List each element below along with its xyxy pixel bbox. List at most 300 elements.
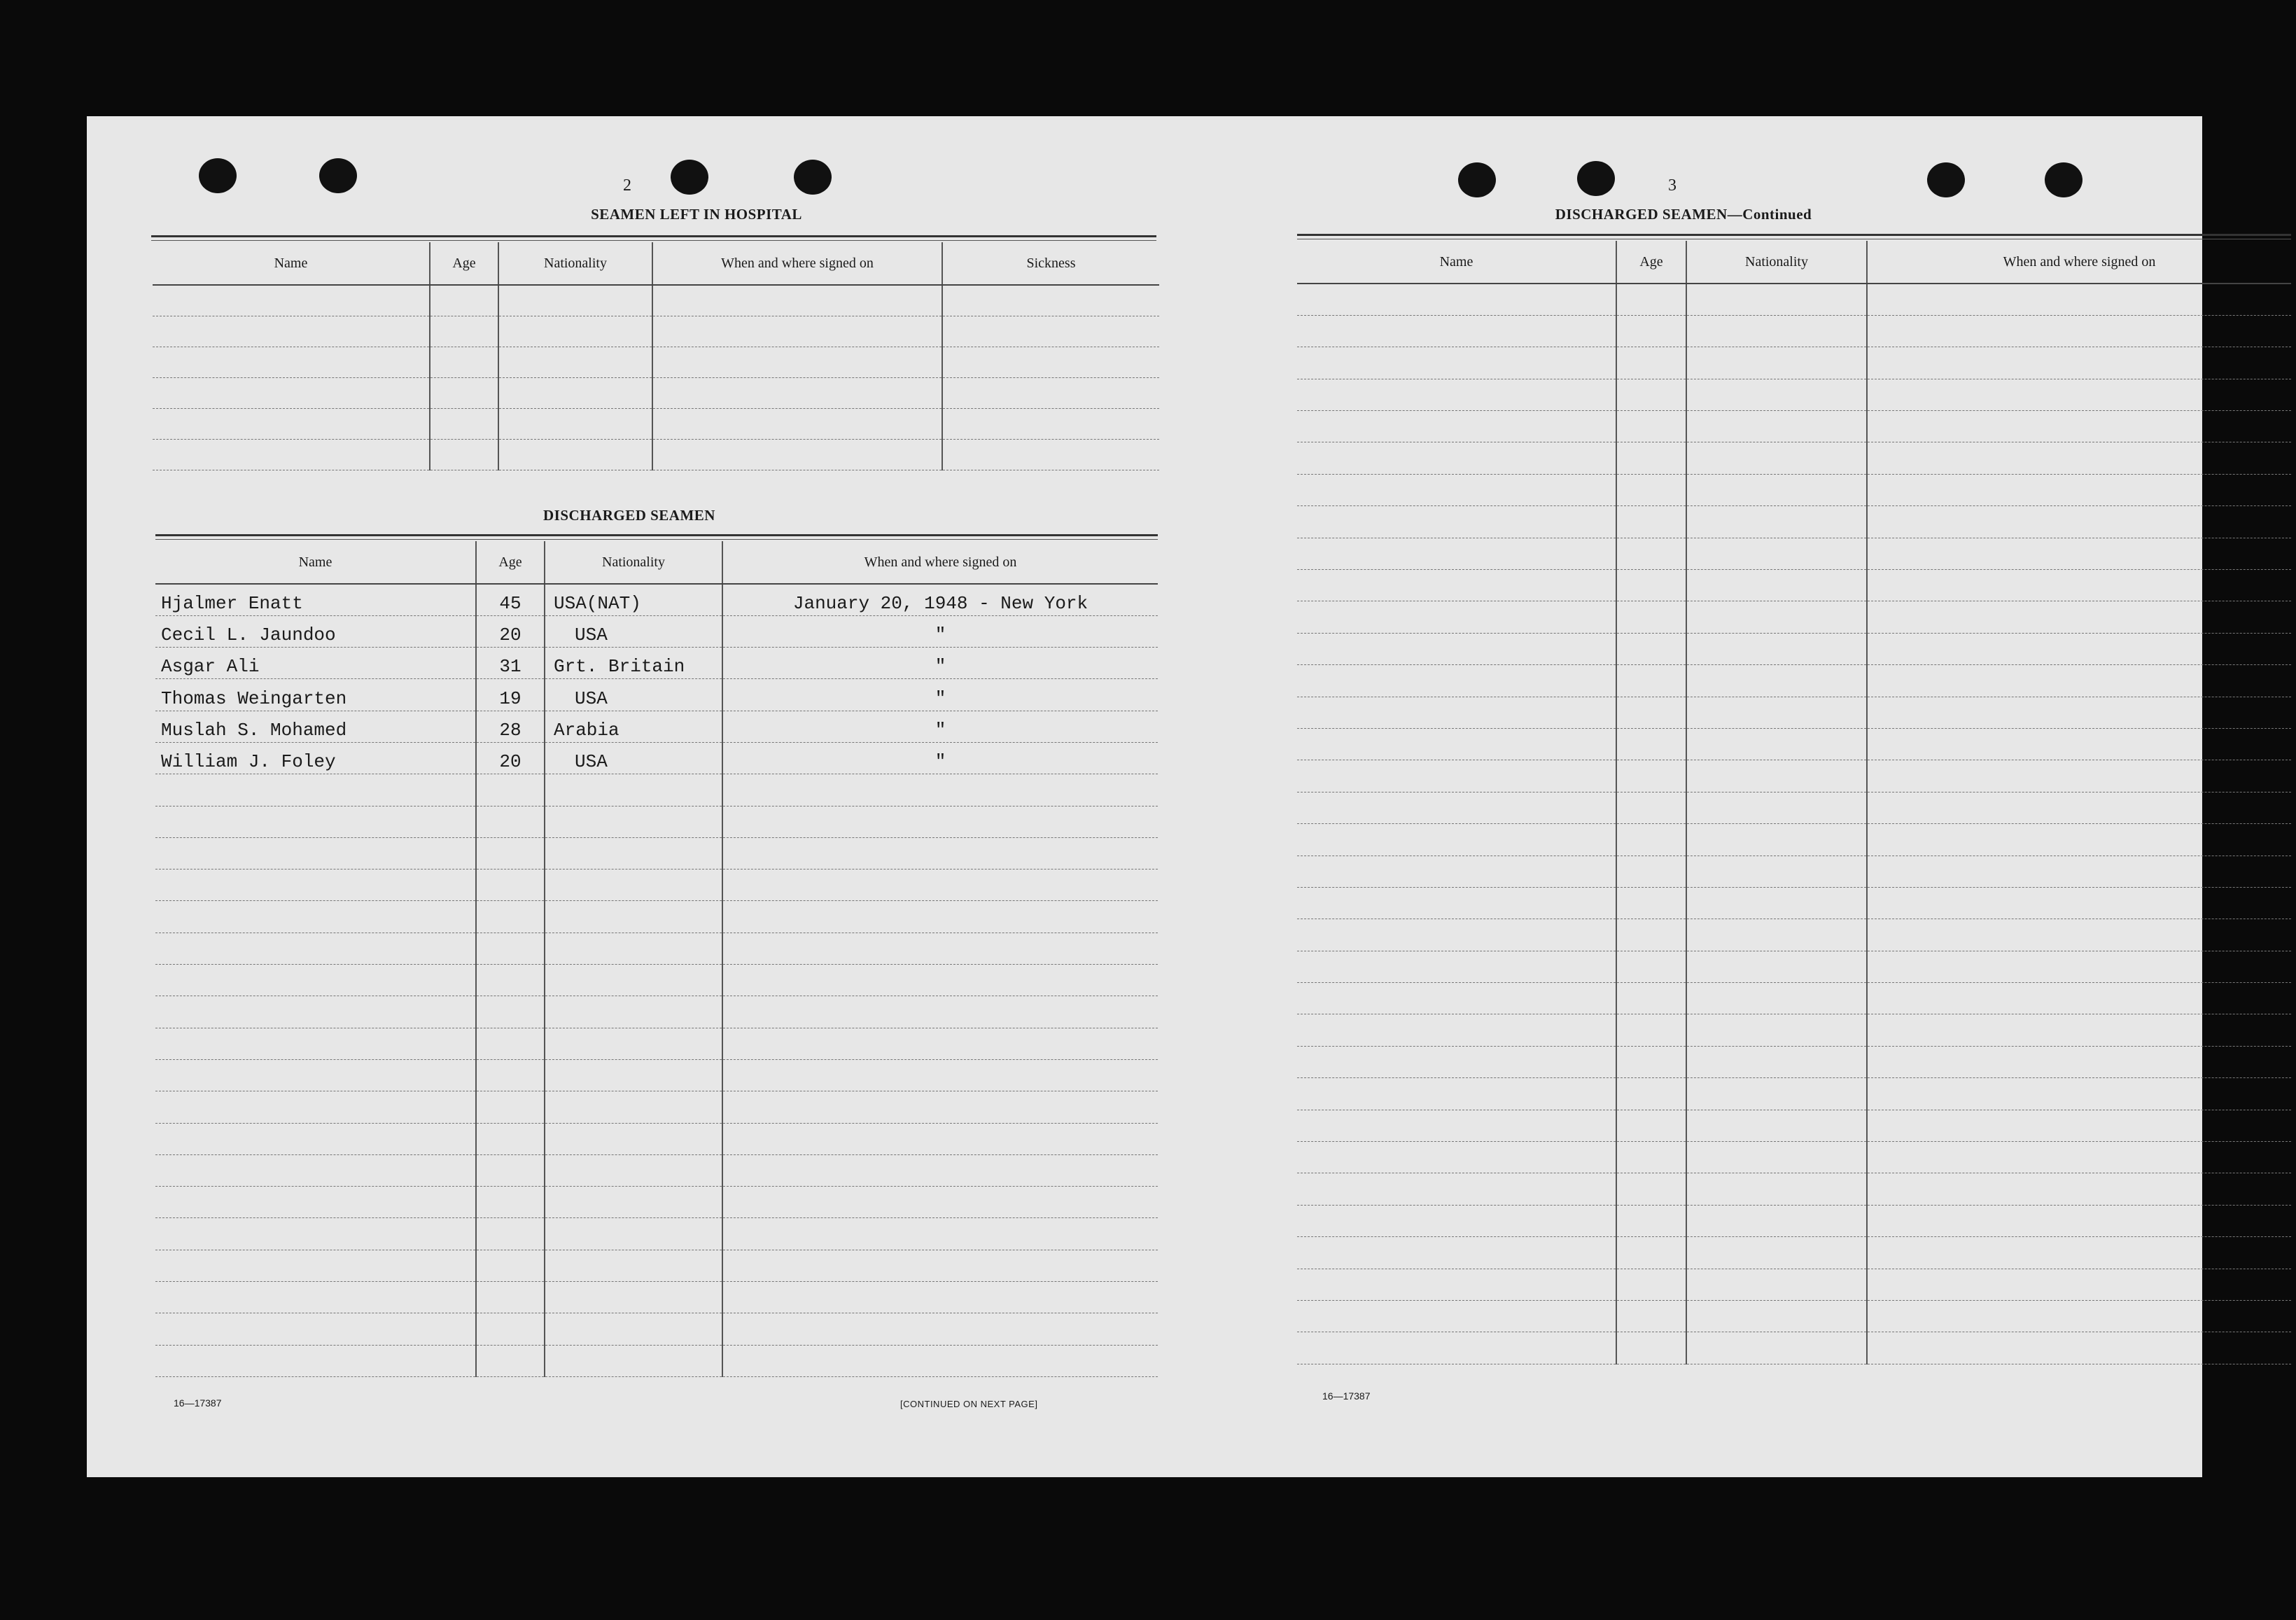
blank-cell [1686,760,1867,792]
blank-cell [1616,570,1686,601]
blank-row [1297,284,2291,315]
blank-cell [1867,442,2291,474]
signed-on: " [722,615,1158,647]
blank-cell [942,439,1159,470]
blank-cell [722,1028,1158,1059]
blank-cell [1867,570,2291,601]
blank-row [155,1345,1158,1376]
blank-cell [476,1028,545,1059]
blank-cell [1686,633,1867,664]
blank-cell [1616,347,1686,379]
blank-row [153,408,1159,439]
blank-cell [1616,951,1686,982]
blank-cell [1867,506,2291,538]
blank-cell [1867,347,2291,379]
blank-cell [498,377,652,408]
blank-cell [1297,633,1616,664]
blank-cell [1686,951,1867,982]
column-header: Name [1297,241,1616,284]
blank-cell [1686,792,1867,823]
blank-cell [652,408,942,439]
seaman-row [155,584,1158,615]
blank-cell [476,1059,545,1091]
blank-cell [1297,697,1616,728]
blank-cell [1867,1205,2291,1236]
blank-cell [476,1313,545,1345]
blank-cell [722,1154,1158,1186]
right-header-row [1297,241,2291,284]
blank-cell [155,870,476,901]
blank-cell [545,1091,722,1123]
blank-cell [722,1187,1158,1218]
blank-cell [153,316,430,347]
blank-cell [1297,856,1616,887]
blank-cell [1616,442,1686,474]
blank-row [1297,1301,2291,1332]
blank-cell [1616,1205,1686,1236]
blank-cell [155,901,476,933]
blank-cell [155,1345,476,1376]
blank-cell [1867,1332,2291,1364]
double-rule [155,534,1158,540]
blank-cell [722,1123,1158,1154]
blank-cell [155,1028,476,1059]
blank-cell [545,1313,722,1345]
blank-row [1297,315,2291,347]
blank-cell [722,996,1158,1028]
blank-cell [545,1282,722,1313]
blank-cell [1867,474,2291,505]
blank-cell [722,870,1158,901]
blank-cell [1686,1142,1867,1173]
blank-cell [430,439,498,470]
blank-cell [1686,538,1867,569]
hospital-table [153,242,1159,470]
blank-cell [545,1059,722,1091]
blank-cell [1616,1237,1686,1269]
blank-cell [1867,983,2291,1014]
blank-row [155,1028,1158,1059]
blank-cell [1297,315,1616,347]
blank-cell [476,806,545,837]
blank-cell [476,901,545,933]
punch-hole [319,158,357,193]
seaman-age: 20 [476,742,545,774]
blank-cell [1297,347,1616,379]
blank-cell [722,1059,1158,1091]
seaman-name: Hjalmer Enatt [155,584,476,615]
blank-cell [1297,1301,1616,1332]
blank-cell [545,774,722,806]
blank-cell [498,439,652,470]
blank-cell [1616,983,1686,1014]
blank-cell [153,285,430,316]
punch-hole [199,158,237,193]
blank-cell [1867,633,2291,664]
blank-cell [1867,601,2291,633]
blank-cell [1297,1205,1616,1236]
form-code: 16—17387 [174,1397,222,1409]
blank-cell [476,1282,545,1313]
blank-cell [1867,1078,2291,1110]
blank-row [155,870,1158,901]
blank-cell [1297,824,1616,856]
blank-cell [1297,728,1616,760]
blank-row [155,1187,1158,1218]
blank-cell [545,996,722,1028]
blank-cell [652,285,942,316]
blank-row [1297,919,2291,951]
blank-cell [155,965,476,996]
blank-row [1297,379,2291,410]
column-header: Age [476,541,545,584]
blank-cell [155,996,476,1028]
blank-row [1297,538,2291,569]
double-rule [151,235,1156,241]
blank-cell [430,316,498,347]
seaman-age: 20 [476,615,545,647]
blank-cell [1616,792,1686,823]
blank-cell [1867,760,2291,792]
blank-cell [155,1282,476,1313]
blank-cell [1686,1205,1867,1236]
blank-cell [652,316,942,347]
blank-cell [155,1250,476,1281]
blank-cell [476,933,545,964]
blank-cell [722,774,1158,806]
blank-cell [1686,983,1867,1014]
punch-hole [1927,162,1965,197]
blank-cell [722,1091,1158,1123]
discharged-title: DISCHARGED SEAMEN [543,507,715,524]
blank-cell [1297,411,1616,442]
blank-cell [1297,538,1616,569]
discharged-continued-table [1297,241,2291,1364]
blank-cell [1616,633,1686,664]
blank-cell [155,806,476,837]
blank-cell [545,1123,722,1154]
blank-row [1297,1014,2291,1046]
blank-cell [1867,919,2291,951]
blank-cell [1686,1301,1867,1332]
blank-cell [545,965,722,996]
column-header: When and where signed on [652,242,942,285]
blank-cell [1686,1014,1867,1046]
blank-cell [1616,1301,1686,1332]
blank-cell [476,837,545,869]
title-text: DISCHARGED SEAMEN [1555,206,1728,223]
punch-hole [671,160,708,195]
blank-cell [545,870,722,901]
seaman-age: 28 [476,711,545,742]
blank-cell [1297,570,1616,601]
hospital-title: SEAMEN LEFT IN HOSPITAL [591,206,802,223]
blank-cell [1867,379,2291,410]
blank-row [155,996,1158,1028]
blank-cell [942,347,1159,377]
blank-cell [1616,887,1686,919]
blank-cell [942,377,1159,408]
blank-cell [155,774,476,806]
blank-row [1297,728,2291,760]
blank-cell [1867,1269,2291,1300]
blank-cell [1297,1173,1616,1205]
blank-cell [1297,792,1616,823]
seaman-age: 19 [476,679,545,711]
punch-hole [2045,162,2082,197]
blank-cell [498,285,652,316]
blank-cell [722,1218,1158,1250]
blank-cell [1297,1269,1616,1300]
blank-cell [1686,601,1867,633]
seaman-name: Thomas Weingarten [155,679,476,711]
blank-cell [1616,1014,1686,1046]
blank-cell [1686,442,1867,474]
blank-row [153,316,1159,347]
blank-row [1297,506,2291,538]
blank-cell [1867,792,2291,823]
blank-cell [545,806,722,837]
blank-cell [722,965,1158,996]
blank-row [155,806,1158,837]
blank-cell [476,1187,545,1218]
blank-cell [476,1154,545,1186]
title-suffix: —Continued [1727,206,1812,223]
seaman-age: 45 [476,584,545,615]
blank-row [1297,1142,2291,1173]
discharged-table [155,541,1158,1377]
blank-cell [476,965,545,996]
blank-cell [545,901,722,933]
blank-cell [1616,728,1686,760]
blank-cell [942,285,1159,316]
blank-cell [1867,951,2291,982]
blank-cell [652,377,942,408]
blank-cell [1867,1173,2291,1205]
blank-cell [430,285,498,316]
column-header: Age [430,242,498,285]
blank-cell [652,439,942,470]
blank-row [1297,951,2291,982]
blank-row [1297,665,2291,697]
blank-cell [476,1091,545,1123]
blank-row [155,1123,1158,1154]
blank-row [1297,1205,2291,1236]
blank-cell [1297,1142,1616,1173]
blank-cell [545,1187,722,1218]
blank-row [1297,856,2291,887]
blank-cell [1297,919,1616,951]
blank-cell [1297,442,1616,474]
blank-cell [545,1218,722,1250]
blank-row [1297,1046,2291,1077]
blank-cell [1686,379,1867,410]
blank-cell [1867,1142,2291,1173]
blank-cell [153,439,430,470]
signed-on: January 20, 1948 - New York [722,584,1158,615]
signed-on: " [722,742,1158,774]
blank-row [1297,1237,2291,1269]
blank-cell [1686,570,1867,601]
blank-cell [1686,887,1867,919]
blank-cell [1616,474,1686,505]
blank-row [1297,474,2291,505]
blank-cell [722,1282,1158,1313]
seaman-row [155,648,1158,679]
blank-row [1297,633,2291,664]
blank-cell [1686,474,1867,505]
column-header: Sickness [942,242,1159,285]
blank-cell [545,1250,722,1281]
blank-row [1297,1269,2291,1300]
seaman-row [155,711,1158,742]
blank-cell [155,1218,476,1250]
seaman-name: William J. Foley [155,742,476,774]
column-header: Nationality [1686,241,1867,284]
blank-cell [1616,665,1686,697]
blank-cell [1616,601,1686,633]
blank-cell [1616,1078,1686,1110]
blank-row [153,285,1159,316]
seaman-age: 31 [476,648,545,679]
blank-cell [1297,1332,1616,1364]
blank-row [1297,697,2291,728]
blank-row [155,1059,1158,1091]
seaman-name: Cecil L. Jaundoo [155,615,476,647]
blank-cell [1867,1110,2291,1141]
blank-cell [722,1313,1158,1345]
blank-cell [155,1091,476,1123]
blank-cell [1616,506,1686,538]
blank-row [1297,824,2291,856]
blank-cell [1616,1173,1686,1205]
blank-cell [1297,1014,1616,1046]
blank-cell [1867,697,2291,728]
form-code: 16—17387 [1322,1390,1371,1402]
seaman-name: Asgar Ali [155,648,476,679]
blank-cell [498,408,652,439]
blank-cell [1686,824,1867,856]
blank-cell [1297,1078,1616,1110]
hospital-header-row [153,242,1159,285]
blank-cell [1686,1237,1867,1269]
seaman-nationality: USA [545,742,722,774]
blank-cell [476,1123,545,1154]
blank-cell [1867,1237,2291,1269]
blank-cell [1867,824,2291,856]
blank-cell [942,316,1159,347]
blank-row [1297,601,2291,633]
blank-cell [155,837,476,869]
blank-cell [1686,1046,1867,1077]
blank-cell [476,774,545,806]
blank-cell [722,933,1158,964]
blank-cell [545,837,722,869]
blank-cell [545,1028,722,1059]
blank-cell [476,1218,545,1250]
blank-row [155,1313,1158,1345]
blank-cell [1297,951,1616,982]
blank-row [155,1091,1158,1123]
blank-cell [1616,760,1686,792]
blank-cell [1867,856,2291,887]
blank-cell [1616,697,1686,728]
discharged-header-row [155,541,1158,584]
blank-cell [1867,1014,2291,1046]
blank-cell [1616,1332,1686,1364]
blank-cell [1297,1046,1616,1077]
blank-cell [1867,284,2291,315]
blank-row [153,347,1159,377]
blank-cell [155,1154,476,1186]
blank-cell [1686,697,1867,728]
left-page [87,116,1144,1477]
page-number: 3 [1668,176,1676,195]
blank-cell [430,408,498,439]
blank-cell [722,1345,1158,1376]
seaman-nationality: USA [545,679,722,711]
blank-cell [1616,315,1686,347]
blank-cell [155,1123,476,1154]
blank-row [1297,792,2291,823]
blank-cell [1616,538,1686,569]
blank-cell [155,1313,476,1345]
blank-cell [1867,411,2291,442]
blank-row [155,1282,1158,1313]
ledger-paper [87,116,2202,1477]
punch-hole [794,160,832,195]
seaman-name: Muslah S. Mohamed [155,711,476,742]
column-header: Nationality [545,541,722,584]
blank-cell [1686,665,1867,697]
blank-cell [1867,315,2291,347]
blank-cell [1616,1142,1686,1173]
blank-cell [1686,347,1867,379]
blank-cell [1686,1332,1867,1364]
blank-cell [1297,601,1616,633]
blank-cell [1686,1078,1867,1110]
blank-cell [1616,284,1686,315]
discharged-continued-title [1144,206,2222,223]
blank-row [1297,1078,2291,1110]
blank-cell [1616,1110,1686,1141]
signed-on: " [722,679,1158,711]
double-rule [1297,234,2291,239]
right-page [1144,116,2202,1477]
blank-cell [1297,379,1616,410]
blank-cell [1686,728,1867,760]
blank-cell [476,1345,545,1376]
blank-row [155,933,1158,964]
seaman-nationality: Grt. Britain [545,648,722,679]
blank-cell [1867,728,2291,760]
seaman-row [155,615,1158,647]
column-header: Name [155,541,476,584]
column-header: When and where signed on [1867,241,2291,284]
blank-cell [722,806,1158,837]
blank-cell [476,996,545,1028]
blank-cell [155,1059,476,1091]
blank-cell [1297,983,1616,1014]
blank-cell [430,377,498,408]
blank-cell [1686,1110,1867,1141]
blank-cell [1297,1110,1616,1141]
seaman-nationality: USA [545,615,722,647]
blank-cell [476,870,545,901]
signed-on: " [722,648,1158,679]
blank-cell [1686,1173,1867,1205]
blank-cell [1297,284,1616,315]
